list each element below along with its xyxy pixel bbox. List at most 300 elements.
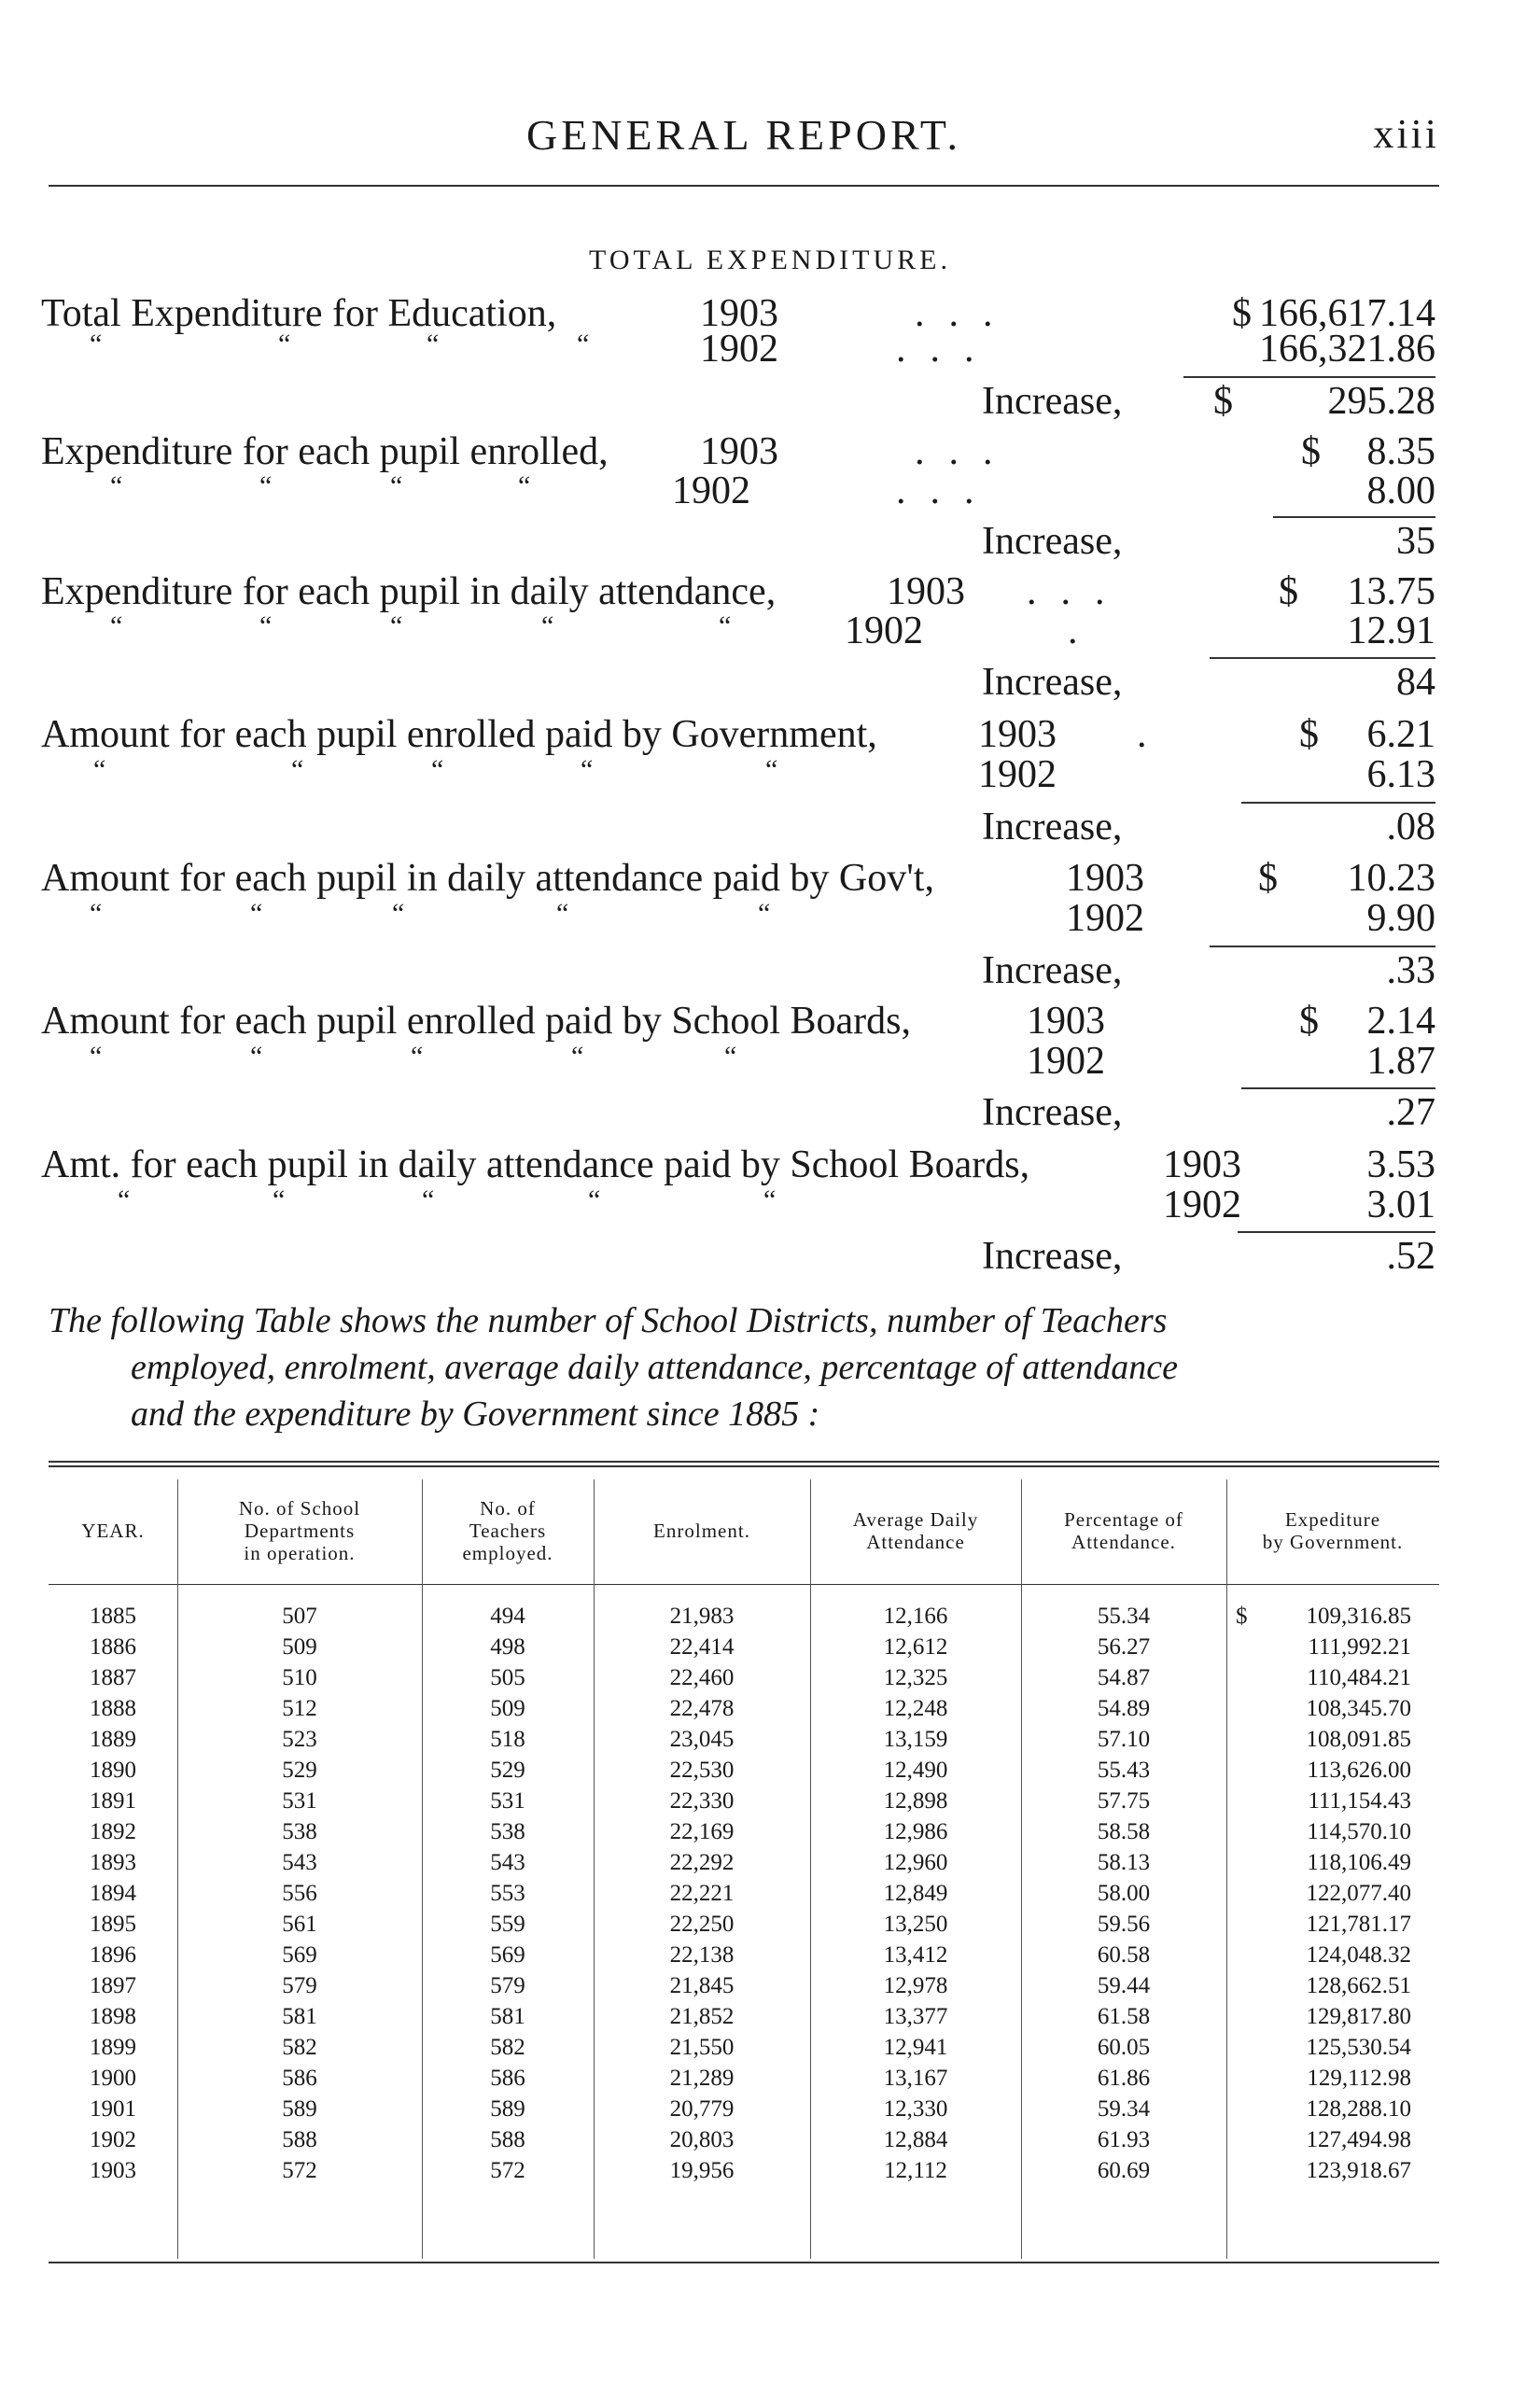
cell-expenditure bbox=[1236, 1970, 1411, 2001]
cell-teachers bbox=[422, 2063, 594, 2094]
cell-year-value: 1892 bbox=[90, 1819, 136, 1844]
table-row bbox=[49, 1601, 1439, 1632]
ditto-mark: “ bbox=[390, 470, 403, 501]
cell-year bbox=[49, 1786, 177, 1816]
cell-percentage bbox=[1021, 1909, 1226, 1940]
cell-year-value: 1886 bbox=[90, 1634, 136, 1660]
cell-departments bbox=[177, 1632, 422, 1662]
cell-percentage bbox=[1021, 2032, 1226, 2063]
cell-teachers-value: 494 bbox=[490, 1604, 525, 1629]
cell-expenditure bbox=[1236, 1601, 1411, 1632]
increase-value: .27 bbox=[1386, 1091, 1435, 1134]
cell-teachers-value: 531 bbox=[490, 1788, 525, 1814]
increase-value: 295.28 bbox=[1327, 380, 1435, 423]
cell-teachers bbox=[422, 1940, 594, 1970]
gov-enrolled-increase-line bbox=[0, 805, 1540, 849]
cell-enrolment-value: 21,289 bbox=[669, 2066, 735, 2091]
year-1902: 1902 bbox=[1163, 1184, 1241, 1226]
cell-expenditure bbox=[1236, 2001, 1411, 2032]
ditto-mark: “ bbox=[291, 754, 304, 785]
year-1902: 1902 bbox=[1066, 897, 1144, 940]
cell-enrolment-value: 22,169 bbox=[669, 1819, 735, 1844]
cell-year bbox=[49, 1909, 177, 1940]
header-departments bbox=[177, 1479, 422, 1582]
cell-teachers bbox=[422, 1755, 594, 1786]
table-row bbox=[49, 1786, 1439, 1816]
cell-attendance bbox=[810, 1940, 1021, 1970]
header-attendance bbox=[810, 1479, 1021, 1582]
cell-teachers bbox=[422, 2124, 594, 2155]
ditto-mark: “ bbox=[390, 610, 403, 641]
ditto-mark: “ bbox=[422, 1184, 435, 1215]
cell-departments bbox=[177, 2155, 422, 2186]
gov-attendance-1902-line bbox=[0, 896, 1540, 941]
cell-year bbox=[49, 1724, 177, 1755]
cell-percentage-value: 59.56 bbox=[1097, 1912, 1151, 1937]
cell-enrolment bbox=[594, 1970, 810, 2001]
dollar-sign: $ bbox=[1213, 380, 1233, 423]
year-1903: 1903 bbox=[700, 430, 778, 473]
cell-attendance bbox=[810, 1786, 1021, 1816]
leader-dots: ... bbox=[896, 469, 999, 512]
table-row bbox=[49, 1755, 1439, 1786]
cell-expenditure-value: 125,530.54 bbox=[1306, 2035, 1411, 2060]
cell-year-value: 1901 bbox=[90, 2096, 136, 2122]
cell-enrolment bbox=[594, 2155, 810, 2186]
cell-departments bbox=[177, 1816, 422, 1847]
ditto-mark: “ bbox=[588, 1184, 601, 1215]
intro-line-3: and the expenditure by Government since 1885 : bbox=[131, 1394, 820, 1434]
cell-attendance-value: 12,166 bbox=[883, 1604, 948, 1629]
cell-enrolment bbox=[594, 1632, 810, 1662]
cell-year-value: 1899 bbox=[90, 2035, 136, 2060]
ditto-mark: “ bbox=[763, 1184, 777, 1215]
cell-attendance bbox=[810, 1816, 1021, 1847]
cell-attendance bbox=[810, 1662, 1021, 1693]
cell-teachers-value: 543 bbox=[490, 1850, 525, 1875]
cell-year bbox=[49, 1878, 177, 1909]
cell-percentage-value: 61.93 bbox=[1097, 2127, 1151, 2152]
increase-label: Increase, bbox=[982, 806, 1123, 848]
cell-teachers bbox=[422, 1693, 594, 1724]
cell-enrolment-value: 22,530 bbox=[669, 1758, 735, 1783]
cell-expenditure-value: 111,154.43 bbox=[1308, 1788, 1411, 1814]
cell-enrolment bbox=[594, 1878, 810, 1909]
header-year bbox=[49, 1479, 177, 1582]
sum-rule bbox=[1241, 1087, 1435, 1089]
cell-departments-value: 572 bbox=[282, 2158, 317, 2183]
cell-percentage-value: 58.58 bbox=[1097, 1819, 1151, 1844]
dollar-sign: $ bbox=[1301, 430, 1321, 473]
cell-percentage-value: 59.34 bbox=[1097, 2096, 1151, 2122]
amount-value: 8.00 bbox=[1366, 469, 1435, 512]
cell-departments bbox=[177, 1693, 422, 1724]
cell-attendance bbox=[810, 1724, 1021, 1755]
cell-enrolment-value: 21,983 bbox=[669, 1604, 735, 1629]
ditto-mark: “ bbox=[765, 754, 778, 785]
board-attendance-1902-line bbox=[0, 1183, 1540, 1227]
cell-percentage-value: 60.05 bbox=[1097, 2035, 1151, 2060]
cell-enrolment bbox=[594, 1940, 810, 1970]
increase-label: Increase, bbox=[982, 661, 1123, 704]
gov-attendance-1903-line bbox=[0, 856, 1540, 901]
cell-expenditure bbox=[1236, 2094, 1411, 2124]
cell-year-value: 1894 bbox=[90, 1881, 136, 1906]
cell-enrolment bbox=[594, 1816, 810, 1847]
cell-enrolment bbox=[594, 1786, 810, 1816]
amount-value: 12.91 bbox=[1347, 610, 1435, 652]
ditto-mark: “ bbox=[250, 1041, 263, 1072]
year-1902: 1902 bbox=[700, 328, 778, 371]
cell-enrolment-value: 22,460 bbox=[669, 1665, 735, 1690]
cell-departments bbox=[177, 1601, 422, 1632]
amount-value: 13.75 bbox=[1347, 570, 1435, 613]
header-enrolment-text: Enrolment. bbox=[653, 1520, 750, 1542]
table-row bbox=[49, 1909, 1439, 1940]
cell-percentage bbox=[1021, 1847, 1226, 1878]
cell-attendance-value: 13,412 bbox=[883, 1942, 948, 1968]
cell-departments-value: 588 bbox=[282, 2127, 317, 2152]
table-row bbox=[49, 1693, 1439, 1724]
cell-teachers-value: 582 bbox=[490, 2035, 525, 2060]
cell-attendance bbox=[810, 1755, 1021, 1786]
year-1903: 1903 bbox=[1066, 857, 1144, 900]
gov-enrolled-label: Amount for each pupil enrolled paid by Government, bbox=[41, 713, 877, 756]
increase-value: 35 bbox=[1396, 520, 1435, 563]
cell-enrolment bbox=[594, 2124, 810, 2155]
cell-attendance-value: 12,325 bbox=[883, 1665, 948, 1690]
cell-enrolment-value: 22,138 bbox=[669, 1942, 735, 1968]
cell-percentage bbox=[1021, 1786, 1226, 1816]
ditto-mark: “ bbox=[273, 1184, 286, 1215]
cell-attendance-value: 12,112 bbox=[884, 2158, 947, 2183]
table-row bbox=[49, 1940, 1439, 1970]
cell-expenditure-value: 129,112.98 bbox=[1307, 2066, 1411, 2091]
cell-year-value: 1885 bbox=[90, 1604, 136, 1629]
cell-enrolment-value: 22,250 bbox=[669, 1912, 735, 1937]
header-attendance-line: Average Daily bbox=[852, 1508, 979, 1531]
cell-attendance bbox=[810, 1878, 1021, 1909]
cell-year-value: 1900 bbox=[90, 2066, 136, 2091]
increase-value: .52 bbox=[1386, 1235, 1435, 1278]
year-1903: 1903 bbox=[978, 713, 1057, 756]
cell-expenditure-value: 108,345.70 bbox=[1306, 1696, 1411, 1721]
cell-year bbox=[49, 1970, 177, 2001]
table-top-rule-2 bbox=[49, 1465, 1439, 1467]
header-expenditure-line: Expediture bbox=[1284, 1508, 1381, 1531]
header-departments-line: in operation. bbox=[244, 1542, 356, 1564]
cell-expenditure-value: 128,288.10 bbox=[1306, 2096, 1411, 2122]
ditto-mark: “ bbox=[427, 329, 440, 359]
enrolled-expenditure-increase-line bbox=[0, 519, 1540, 564]
leader-dots: ... bbox=[915, 430, 1017, 473]
year-1903: 1903 bbox=[1027, 1000, 1105, 1043]
attendance-expenditure-1903-line bbox=[0, 569, 1540, 614]
amount-value: 6.13 bbox=[1366, 753, 1435, 796]
enrolled-expenditure-label: Expenditure for each pupil enrolled, bbox=[41, 430, 609, 473]
cell-attendance bbox=[810, 1632, 1021, 1662]
gov-enrolled-1903-line bbox=[0, 712, 1540, 757]
cell-percentage-value: 55.43 bbox=[1097, 1758, 1151, 1783]
cell-percentage-value: 60.69 bbox=[1097, 2158, 1151, 2183]
cell-departments bbox=[177, 1940, 422, 1970]
cell-attendance bbox=[810, 2124, 1021, 2155]
cell-expenditure-value: 108,091.85 bbox=[1306, 1727, 1411, 1752]
cell-expenditure-value: 123,918.67 bbox=[1306, 2158, 1411, 2183]
cell-year-value: 1903 bbox=[90, 2158, 136, 2183]
cell-teachers-value: 588 bbox=[490, 2127, 525, 2152]
sum-rule bbox=[1238, 1231, 1435, 1233]
cell-expenditure-value: 118,106.49 bbox=[1307, 1850, 1411, 1875]
cell-enrolment-value: 20,779 bbox=[669, 2096, 735, 2122]
cell-enrolment-value: 21,550 bbox=[669, 2035, 735, 2060]
cell-percentage bbox=[1021, 1878, 1226, 1909]
table-row bbox=[49, 2155, 1439, 2186]
cell-year-value: 1897 bbox=[90, 1973, 136, 1998]
cell-expenditure bbox=[1236, 1632, 1411, 1662]
cell-departments bbox=[177, 1970, 422, 2001]
table-row bbox=[49, 1847, 1439, 1878]
increase-value: .08 bbox=[1386, 806, 1435, 848]
cell-enrolment bbox=[594, 2094, 810, 2124]
cell-enrolment bbox=[594, 2032, 810, 2063]
cell-year bbox=[49, 1847, 177, 1878]
ditto-mark: “ bbox=[110, 470, 123, 501]
cell-attendance bbox=[810, 1909, 1021, 1940]
cell-departments-value: 556 bbox=[282, 1881, 317, 1906]
cell-departments-value: 579 bbox=[282, 1973, 317, 1998]
dollar-sign: $ bbox=[1279, 570, 1298, 613]
cell-year bbox=[49, 2063, 177, 2094]
cell-attendance-value: 13,250 bbox=[883, 1912, 948, 1937]
header-percentage-line: Attendance. bbox=[1071, 1531, 1176, 1553]
sum-rule bbox=[1210, 946, 1435, 947]
table-row bbox=[49, 2094, 1439, 2124]
cell-percentage bbox=[1021, 2063, 1226, 2094]
cell-enrolment bbox=[594, 1909, 810, 1940]
amount-value: 1.87 bbox=[1366, 1040, 1435, 1083]
cell-enrolment bbox=[594, 1847, 810, 1878]
table-row bbox=[49, 2032, 1439, 2063]
total-expenditure-label: Total Expenditure for Education, bbox=[41, 292, 557, 335]
cell-enrolment-value: 22,478 bbox=[669, 1696, 735, 1721]
cell-expenditure bbox=[1236, 1909, 1411, 1940]
cell-attendance-value: 12,490 bbox=[883, 1758, 948, 1783]
dollar-sign: $ bbox=[1236, 1604, 1248, 1629]
cell-attendance-value: 12,849 bbox=[883, 1881, 948, 1906]
cell-teachers-value: 509 bbox=[490, 1696, 525, 1721]
cell-enrolment bbox=[594, 2063, 810, 2094]
cell-enrolment bbox=[594, 2001, 810, 2032]
cell-teachers-value: 581 bbox=[490, 2004, 525, 2029]
cell-teachers bbox=[422, 2032, 594, 2063]
cell-enrolment-value: 21,852 bbox=[669, 2004, 735, 2029]
ditto-mark: “ bbox=[392, 898, 405, 929]
cell-attendance-value: 12,941 bbox=[883, 2035, 948, 2060]
header-teachers-line: Teachers bbox=[469, 1520, 547, 1542]
cell-departments bbox=[177, 2001, 422, 2032]
cell-teachers bbox=[422, 2094, 594, 2124]
ditto-mark: “ bbox=[411, 1041, 424, 1072]
year-1902: 1902 bbox=[845, 610, 923, 652]
cell-teachers-value: 529 bbox=[490, 1758, 525, 1783]
cell-year-value: 1898 bbox=[90, 2004, 136, 2029]
cell-percentage-value: 61.58 bbox=[1097, 2004, 1151, 2029]
cell-percentage-value: 61.86 bbox=[1097, 2066, 1151, 2091]
table-introduction bbox=[49, 1297, 1449, 1437]
cell-attendance-value: 13,167 bbox=[883, 2066, 948, 2091]
cell-attendance-value: 12,978 bbox=[883, 1973, 948, 1998]
cell-expenditure bbox=[1236, 1847, 1411, 1878]
sum-rule bbox=[1241, 802, 1435, 804]
cell-attendance-value: 12,960 bbox=[883, 1850, 948, 1875]
cell-expenditure bbox=[1236, 1816, 1411, 1847]
cell-departments-value: 561 bbox=[282, 1912, 317, 1937]
cell-enrolment bbox=[594, 1755, 810, 1786]
leader-dot: . bbox=[1068, 610, 1102, 652]
cell-attendance bbox=[810, 2032, 1021, 2063]
amount-value: 3.01 bbox=[1366, 1184, 1435, 1226]
cell-enrolment-value: 23,045 bbox=[669, 1727, 735, 1752]
cell-percentage bbox=[1021, 1724, 1226, 1755]
board-attendance-1903-line bbox=[0, 1142, 1540, 1187]
cell-teachers bbox=[422, 1970, 594, 2001]
sum-rule bbox=[1273, 516, 1435, 518]
cell-percentage bbox=[1021, 1693, 1226, 1724]
cell-teachers bbox=[422, 1847, 594, 1878]
amount-value: 9.90 bbox=[1366, 897, 1435, 940]
cell-teachers bbox=[422, 1816, 594, 1847]
attendance-expenditure-increase-line bbox=[0, 660, 1540, 705]
cell-departments-value: 509 bbox=[282, 1634, 317, 1660]
cell-percentage bbox=[1021, 1970, 1226, 2001]
enrolled-expenditure-1903-line bbox=[0, 429, 1540, 474]
cell-departments bbox=[177, 2124, 422, 2155]
ditto-mark: “ bbox=[259, 610, 273, 641]
cell-percentage bbox=[1021, 2155, 1226, 2186]
cell-year-value: 1890 bbox=[90, 1758, 136, 1783]
cell-percentage bbox=[1021, 1632, 1226, 1662]
cell-teachers-value: 505 bbox=[490, 1665, 525, 1690]
cell-departments bbox=[177, 1755, 422, 1786]
cell-expenditure bbox=[1236, 1755, 1411, 1786]
cell-enrolment-value: 22,221 bbox=[669, 1881, 735, 1906]
ditto-mark: “ bbox=[518, 470, 531, 501]
table-row bbox=[49, 1970, 1439, 2001]
board-enrolled-1902-line bbox=[0, 1039, 1540, 1084]
cell-year bbox=[49, 2032, 177, 2063]
cell-year-value: 1893 bbox=[90, 1850, 136, 1875]
header-expenditure-line: by Government. bbox=[1262, 1531, 1404, 1553]
cell-enrolment bbox=[594, 1724, 810, 1755]
table-header bbox=[49, 1479, 1439, 1582]
cell-expenditure bbox=[1236, 1724, 1411, 1755]
cell-year bbox=[49, 1693, 177, 1724]
header-departments-line: No. of School bbox=[238, 1497, 361, 1520]
cell-departments-value: 507 bbox=[282, 1604, 317, 1629]
cell-attendance-value: 13,377 bbox=[883, 2004, 948, 2029]
cell-departments-value: 523 bbox=[282, 1727, 317, 1752]
cell-departments-value: 529 bbox=[282, 1758, 317, 1783]
amount-value: 3.53 bbox=[1366, 1143, 1435, 1186]
cell-attendance-value: 13,159 bbox=[883, 1727, 948, 1752]
cell-teachers bbox=[422, 1662, 594, 1693]
board-enrolled-label: Amount for each pupil enrolled paid by School Boards, bbox=[41, 1000, 911, 1043]
cell-teachers bbox=[422, 1878, 594, 1909]
cell-expenditure bbox=[1236, 2063, 1411, 2094]
cell-percentage bbox=[1021, 2124, 1226, 2155]
cell-attendance-value: 12,612 bbox=[883, 1634, 948, 1660]
cell-expenditure-value: 111,992.21 bbox=[1308, 1634, 1411, 1660]
table-row bbox=[49, 1816, 1439, 1847]
table-top-rule bbox=[49, 1461, 1439, 1463]
cell-teachers-value: 569 bbox=[490, 1942, 525, 1968]
dollar-sign: $ bbox=[1299, 713, 1319, 756]
cell-departments-value: 543 bbox=[282, 1850, 317, 1875]
cell-departments bbox=[177, 2032, 422, 2063]
increase-label: Increase, bbox=[982, 1091, 1123, 1134]
cell-teachers-value: 589 bbox=[490, 2096, 525, 2122]
amount-value: 8.35 bbox=[1366, 430, 1435, 473]
cell-teachers-value: 538 bbox=[490, 1819, 525, 1844]
cell-expenditure-value: 129,817.80 bbox=[1306, 2004, 1411, 2029]
cell-enrolment bbox=[594, 1601, 810, 1632]
cell-percentage-value: 60.58 bbox=[1097, 1942, 1151, 1968]
header-expenditure bbox=[1226, 1479, 1439, 1582]
cell-expenditure bbox=[1236, 2124, 1411, 2155]
cell-attendance-value: 12,330 bbox=[883, 2096, 948, 2122]
gov-attendance-label: Amount for each pupil in daily attendance paid by Gov't, bbox=[41, 857, 934, 900]
header-percentage-line: Percentage of bbox=[1064, 1508, 1183, 1531]
board-attendance-increase-line bbox=[0, 1234, 1540, 1279]
cell-attendance bbox=[810, 1847, 1021, 1878]
cell-expenditure-value: 114,570.10 bbox=[1307, 1819, 1411, 1844]
ditto-mark: “ bbox=[724, 1041, 737, 1072]
intro-line-2: employed, enrolment, average daily attendance, percentage of attendance bbox=[131, 1348, 1179, 1387]
cell-year bbox=[49, 1816, 177, 1847]
ditto-mark: “ bbox=[556, 898, 569, 929]
cell-departments bbox=[177, 1724, 422, 1755]
ditto-mark: “ bbox=[118, 1184, 131, 1215]
cell-expenditure bbox=[1236, 2155, 1411, 2186]
cell-enrolment-value: 22,292 bbox=[669, 1850, 735, 1875]
cell-year-value: 1889 bbox=[90, 1727, 136, 1752]
cell-year bbox=[49, 1632, 177, 1662]
cell-percentage-value: 59.44 bbox=[1097, 1973, 1151, 1998]
cell-percentage-value: 58.00 bbox=[1097, 1881, 1151, 1906]
cell-departments-value: 538 bbox=[282, 1819, 317, 1844]
cell-year-value: 1887 bbox=[90, 1665, 136, 1690]
cell-departments-value: 531 bbox=[282, 1788, 317, 1814]
increase-label: Increase, bbox=[982, 949, 1123, 992]
gov-attendance-increase-line bbox=[0, 948, 1540, 993]
cell-percentage-value: 54.87 bbox=[1097, 1665, 1151, 1690]
cell-expenditure-value: 124,048.32 bbox=[1306, 1942, 1411, 1968]
amount-value: 6.21 bbox=[1366, 713, 1435, 756]
leader-dots: ... bbox=[896, 328, 999, 371]
cell-attendance-value: 12,986 bbox=[883, 1819, 948, 1844]
intro-line-1: The following Table shows the number of School Districts, number of Teachers bbox=[49, 1301, 1168, 1340]
cell-percentage bbox=[1021, 1601, 1226, 1632]
ditto-mark: “ bbox=[250, 898, 263, 929]
cell-departments-value: 582 bbox=[282, 2035, 317, 2060]
cell-year-value: 1895 bbox=[90, 1912, 136, 1937]
ditto-mark: “ bbox=[93, 754, 106, 785]
increase-label: Increase, bbox=[982, 380, 1123, 423]
header-teachers-line: No. of bbox=[480, 1497, 536, 1520]
year-1902: 1902 bbox=[672, 469, 750, 512]
cell-teachers-value: 518 bbox=[490, 1727, 525, 1752]
